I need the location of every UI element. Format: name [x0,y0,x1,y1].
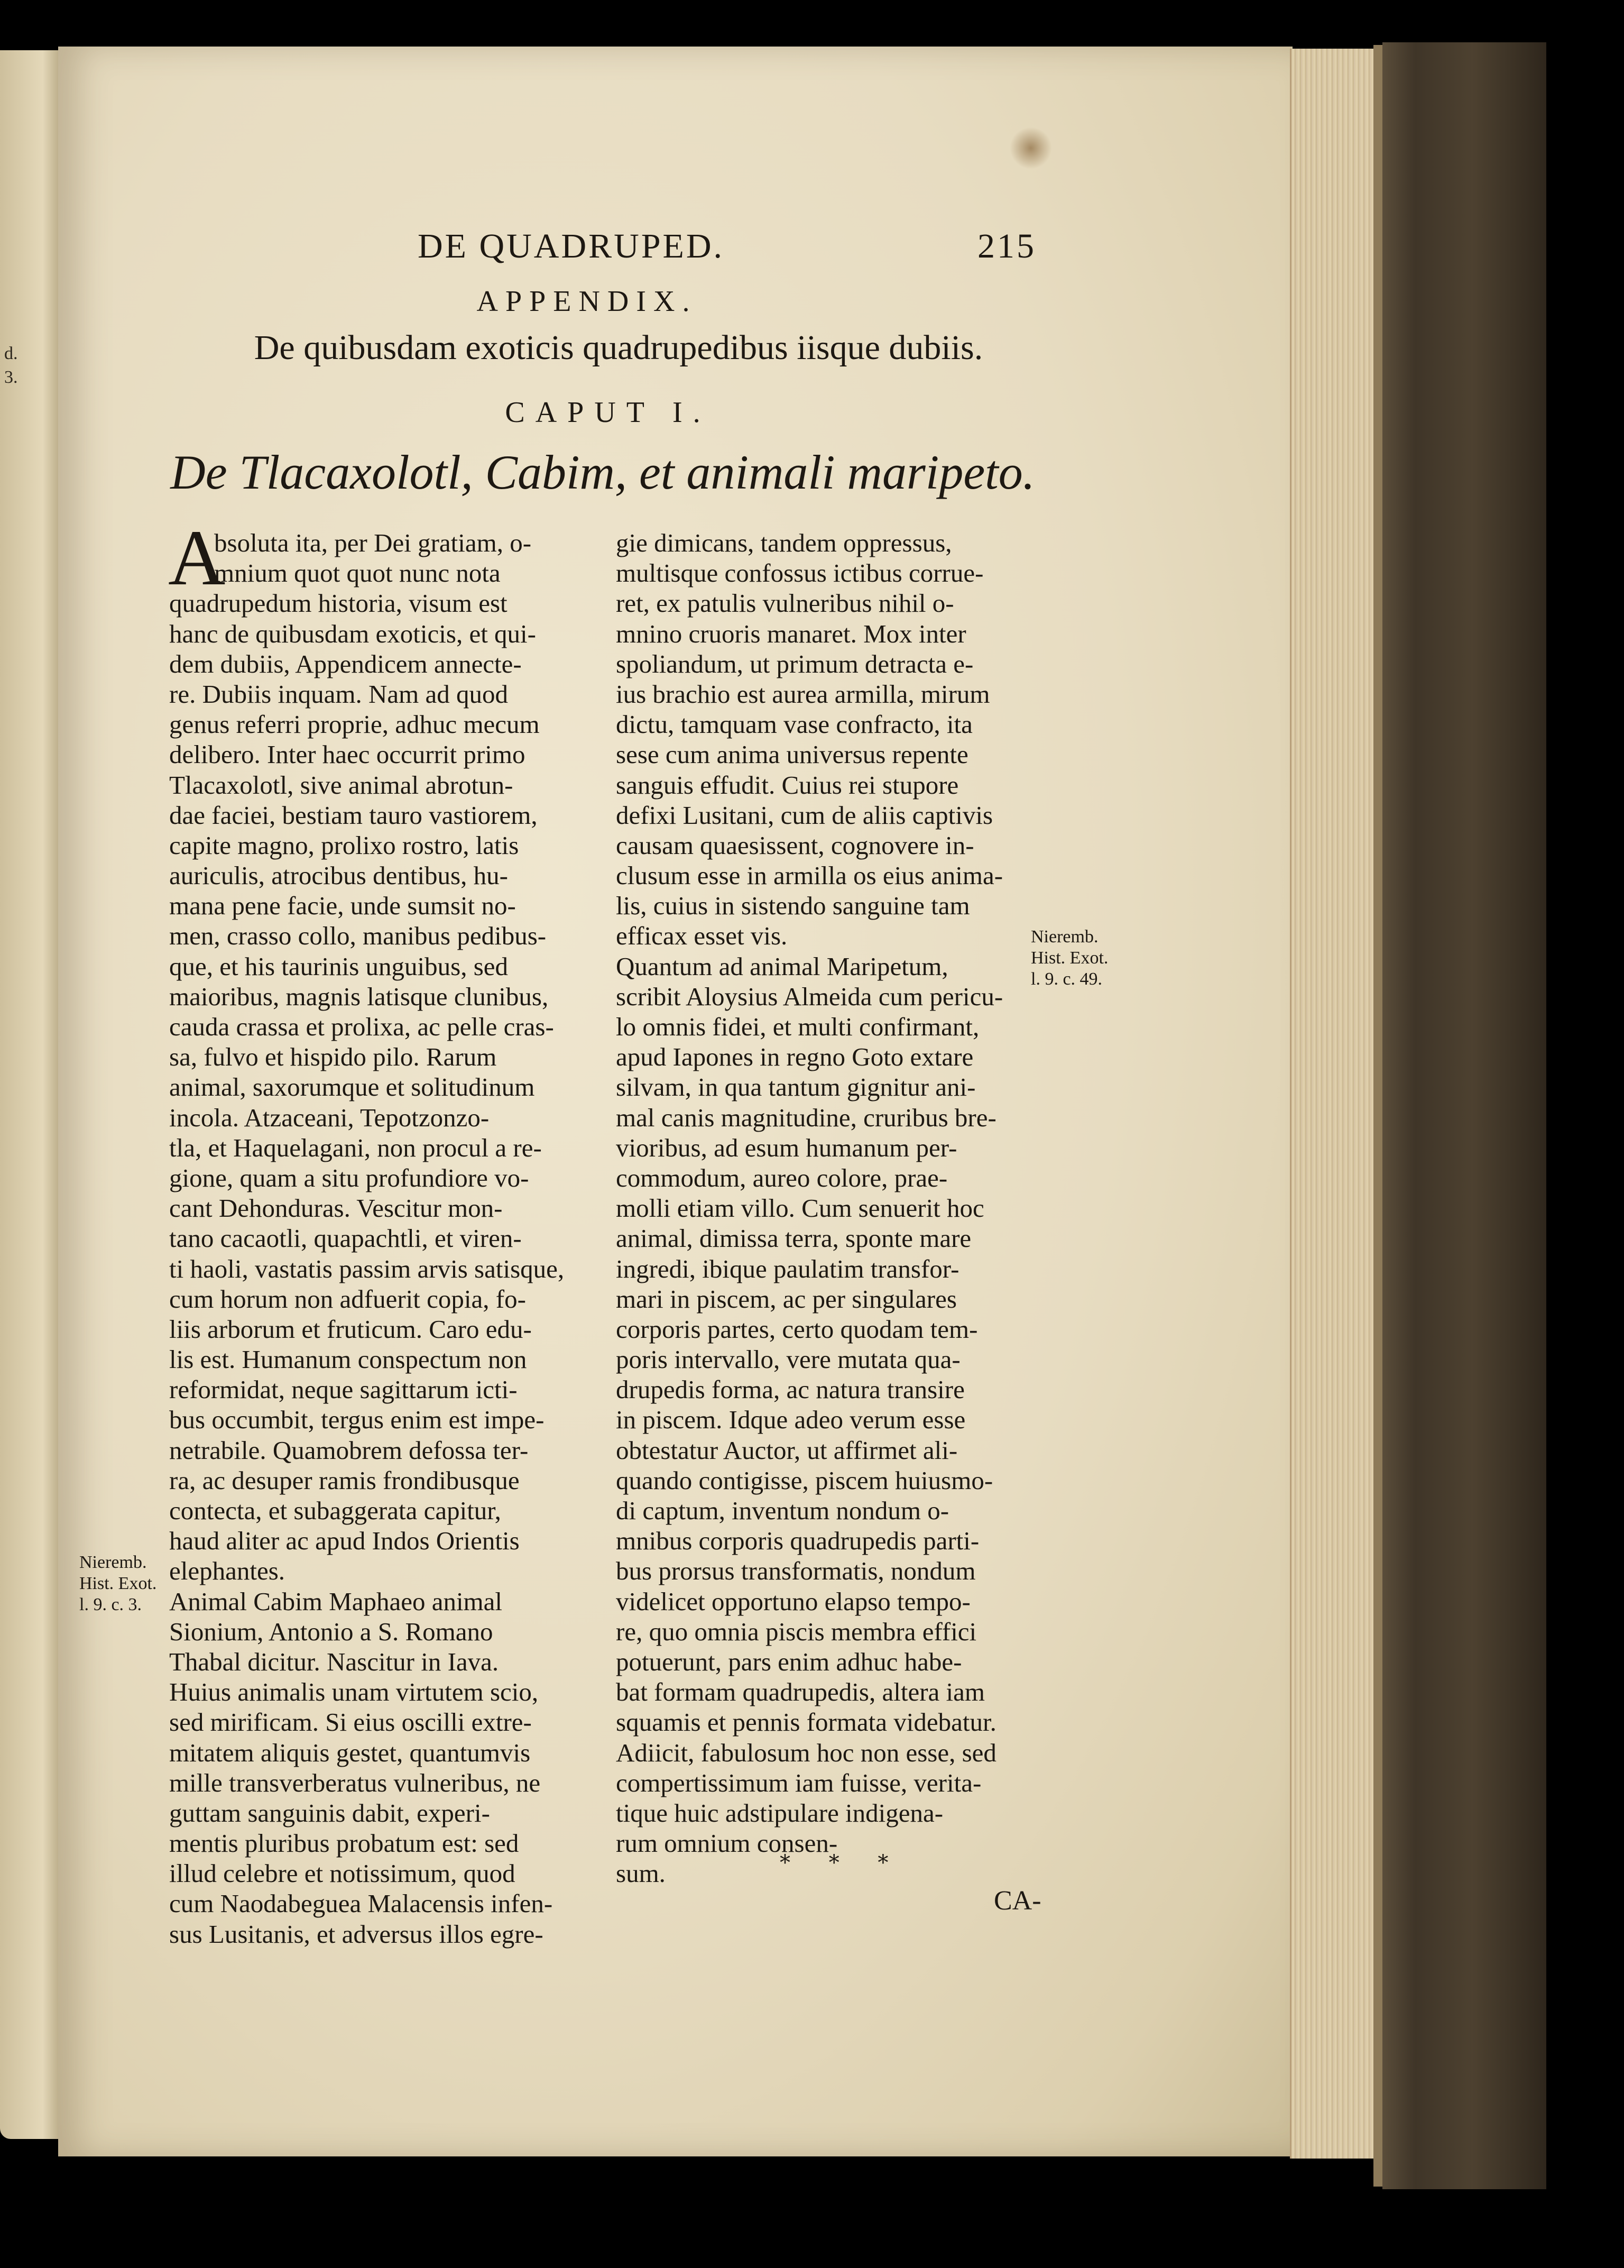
text-line: que, et his taurinis unguibus, sed [169,951,509,981]
text-line: animal, saxorumque et solitudinum [169,1072,535,1102]
text-line: guttam sanguinis dabit, experi- [169,1798,490,1828]
text-line: dae faciei, bestiam tauro vastiorem, [169,800,538,830]
text-line: apud Iapones in regno Goto extare [616,1042,974,1072]
text-line: Sionium, Antonio a S. Romano [169,1617,493,1646]
text-line: sese cum anima universus repente [616,740,968,769]
text-line: sus Lusitanis, et adversus illos egre- [169,1919,543,1949]
text-line: cant Dehonduras. Vescitur mon- [169,1193,503,1223]
text-line: Tlacaxolotl, sive animal abrotun- [169,770,513,800]
text-line: mana pene facie, unde sumsit no- [169,891,516,921]
previous-page-edge [0,50,61,2139]
text-line: bat formam quadrupedis, altera iam [616,1677,985,1707]
ornament-stars: * * * [780,1851,905,1875]
margin-note-right [1031,926,1108,990]
text-line: Animal Cabim Maphaeo animal [169,1586,503,1616]
text-line: bus occumbit, tergus enim est impe- [169,1405,545,1435]
text-line: contecta, et subaggerata capitur, [169,1496,501,1525]
text-line: tique huic adstipulare indigena- [616,1798,944,1828]
text-line: elephantes. [169,1556,285,1586]
text-line: maioribus, magnis latisque clunibus, [169,981,549,1011]
text-line: dem dubiis, Appendicem annecte- [169,649,522,678]
chapter-title: De Tlacaxolotl, Cabim, et animali maripeto. [170,445,1035,499]
drop-cap: A [168,514,226,602]
text-line: mnibus corporis quadrupedis parti- [616,1526,980,1556]
text-line: squamis et pennis formata videbatur. [616,1707,996,1737]
text-line: in piscem. Idque adeo verum esse [616,1405,966,1435]
text-line: mnium quot quot nunc nota [214,558,501,588]
book-cover [1382,42,1546,2189]
text-line: re, quo omnia piscis membra effici [616,1617,977,1646]
foxing-stain [1010,127,1052,169]
text-line: drupedis forma, ac natura transire [616,1375,965,1404]
text-line: mnino cruoris manaret. Mox inter [616,619,966,648]
margin-note-line: Hist. Exot. [1031,948,1109,968]
text-line: ra, ac desuper ramis frondibusque [169,1465,520,1495]
text-line: corporis partes, certo quodam tem- [616,1314,978,1344]
margin-note-line: Nieremb. [1031,927,1099,947]
appendix-subtitle: De quibusdam exoticis quadrupedibus iisque dubiis. [254,328,983,367]
text-line: lo omnis fidei, et multi confirmant, [616,1012,980,1041]
running-head [418,226,1036,274]
text-line: cum Naodabeguea Malacensis infen- [169,1889,553,1918]
text-line: ingredi, ibique paulatim transfor- [616,1254,959,1283]
prev-page-fragment: d. [4,344,18,363]
appendix-heading: APPENDIX. [476,285,697,318]
caput-heading: CAPUT I. [505,396,711,429]
text-line: spoliandum, ut primum detracta e- [616,649,974,678]
text-line: poris intervallo, vere mutata qua- [616,1345,961,1374]
text-line: gione, quam a situ profundiore vo- [169,1163,529,1192]
text-line: reformidat, neque sagittarum icti- [169,1375,518,1404]
text-line: multisque confossus ictibus corrue- [616,558,984,588]
text-line: lis est. Humanum conspectum non [169,1345,527,1374]
text-line: silvam, in qua tantum gignitur ani- [616,1072,976,1102]
page-edges [1290,49,1387,2159]
text-line: delibero. Inter haec occurrit primo [169,740,525,769]
text-line: rum omnium consen- [616,1829,838,1858]
text-line: mal canis magnitudine, cruribus bre- [616,1103,996,1132]
text-line: Huius animalis unam virtutem scio, [169,1677,539,1707]
text-line: liis arborum et fruticum. Caro edu- [169,1314,532,1344]
margin-note-line: Hist. Exot. [79,1574,157,1593]
text-line: molli etiam villo. Cum senuerit hoc [616,1193,984,1223]
text-line: di captum, inventum nondum o- [616,1496,949,1525]
text-line: tano cacaotli, quapachtli, et viren- [169,1224,522,1253]
text-line: videlicet opportuno elapso tempo- [616,1586,971,1616]
margin-note-line: l. 9. c. 49. [1031,969,1103,989]
page-number: 215 [977,227,1036,265]
text-line: illud celebre et notissimum, quod [169,1859,515,1888]
text-line: ti haoli, vastatis passim arvis satisque, [169,1254,565,1283]
text-line: gie dimicans, tandem oppressus, [616,528,952,557]
text-line: haud aliter ac apud Indos Orientis [169,1526,520,1556]
text-line: efficax esset vis. [616,921,788,951]
text-line: men, crasso collo, manibus pedibus- [169,921,547,951]
text-line: genus referri proprie, adhuc mecum [169,710,540,739]
text-line: obtestatur Auctor, ut affirmet ali- [616,1435,958,1465]
text-line: sum. [616,1859,666,1888]
text-line: re. Dubiis inquam. Nam ad quod [169,679,508,709]
text-line: dictu, tamquam vase confracto, ita [616,710,973,739]
margin-note-left [79,1552,156,1615]
prev-page-fragment: 3. [4,368,18,387]
text-line: hanc de quibusdam exoticis, et qui- [169,619,536,648]
text-line: cauda crassa et prolixa, ac pelle cras- [169,1012,554,1041]
text-line: Adiicit, fabulosum hoc non esse, sed [616,1738,996,1767]
text-line: commodum, aureo colore, prae- [616,1163,948,1192]
text-line: mille transverberatus vulneribus, ne [169,1768,541,1797]
running-head-title: DE QUADRUPED. [418,227,724,265]
text-line: animal, dimissa terra, sponte mare [616,1224,972,1253]
text-line: vioribus, ad esum humanum per- [616,1133,957,1162]
text-line: ret, ex patulis vulneribus nihil o- [616,589,954,618]
text-line: tla, et Haquelagani, non procul a re- [169,1133,542,1162]
right-column [616,528,1039,1888]
text-line: bsoluta ita, per Dei gratiam, o- [214,528,532,557]
text-line: defixi Lusitani, cum de aliis captivis [616,800,993,830]
text-line: sa, fulvo et hispido pilo. Rarum [169,1042,497,1072]
text-line: capite magno, prolixo rostro, latis [169,830,519,860]
text-line: compertissimum iam fuisse, verita- [616,1768,982,1797]
text-line: mitatem aliquis gestet, quantumvis [169,1738,531,1767]
text-line: mentis pluribus probatum est: sed [169,1829,519,1858]
catchword: CA- [994,1886,1041,1916]
text-line: netrabile. Quamobrem defossa ter- [169,1435,529,1465]
text-line: sanguis effudit. Cuius rei stupore [616,770,959,800]
text-line: Quantum ad animal Maripetum, [616,951,948,981]
text-line: quadrupedum historia, visum est [169,589,508,618]
text-line: sed mirificam. Si eius oscilli extre- [169,1707,532,1737]
text-line: Thabal dicitur. Nascitur in Iava. [169,1647,499,1676]
text-line: clusum esse in armilla os eius anima- [616,861,1003,890]
text-line: quando contigisse, piscem huiusmo- [616,1465,993,1495]
text-line: cum horum non adfuerit copia, fo- [169,1284,526,1314]
margin-note-line: l. 9. c. 3. [79,1595,142,1614]
text-line: incola. Atzaceani, Tepotzonzo- [169,1103,490,1132]
left-column [169,528,592,1949]
text-line: mari in piscem, ac per singulares [616,1284,957,1314]
text-line: auriculis, atrocibus dentibus, hu- [169,861,508,890]
text-line: bus prorsus transformatis, nondum [616,1556,976,1586]
text-line: ius brachio est aurea armilla, mirum [616,679,990,709]
text-line: causam quaesissent, cognovere in- [616,830,974,860]
text-line: lis, cuius in sistendo sanguine tam [616,891,970,921]
text-line: scribit Aloysius Almeida cum pericu- [616,981,1003,1011]
text-line: potuerunt, pars enim adhuc habe- [616,1647,962,1676]
margin-note-line: Nieremb. [79,1553,147,1572]
